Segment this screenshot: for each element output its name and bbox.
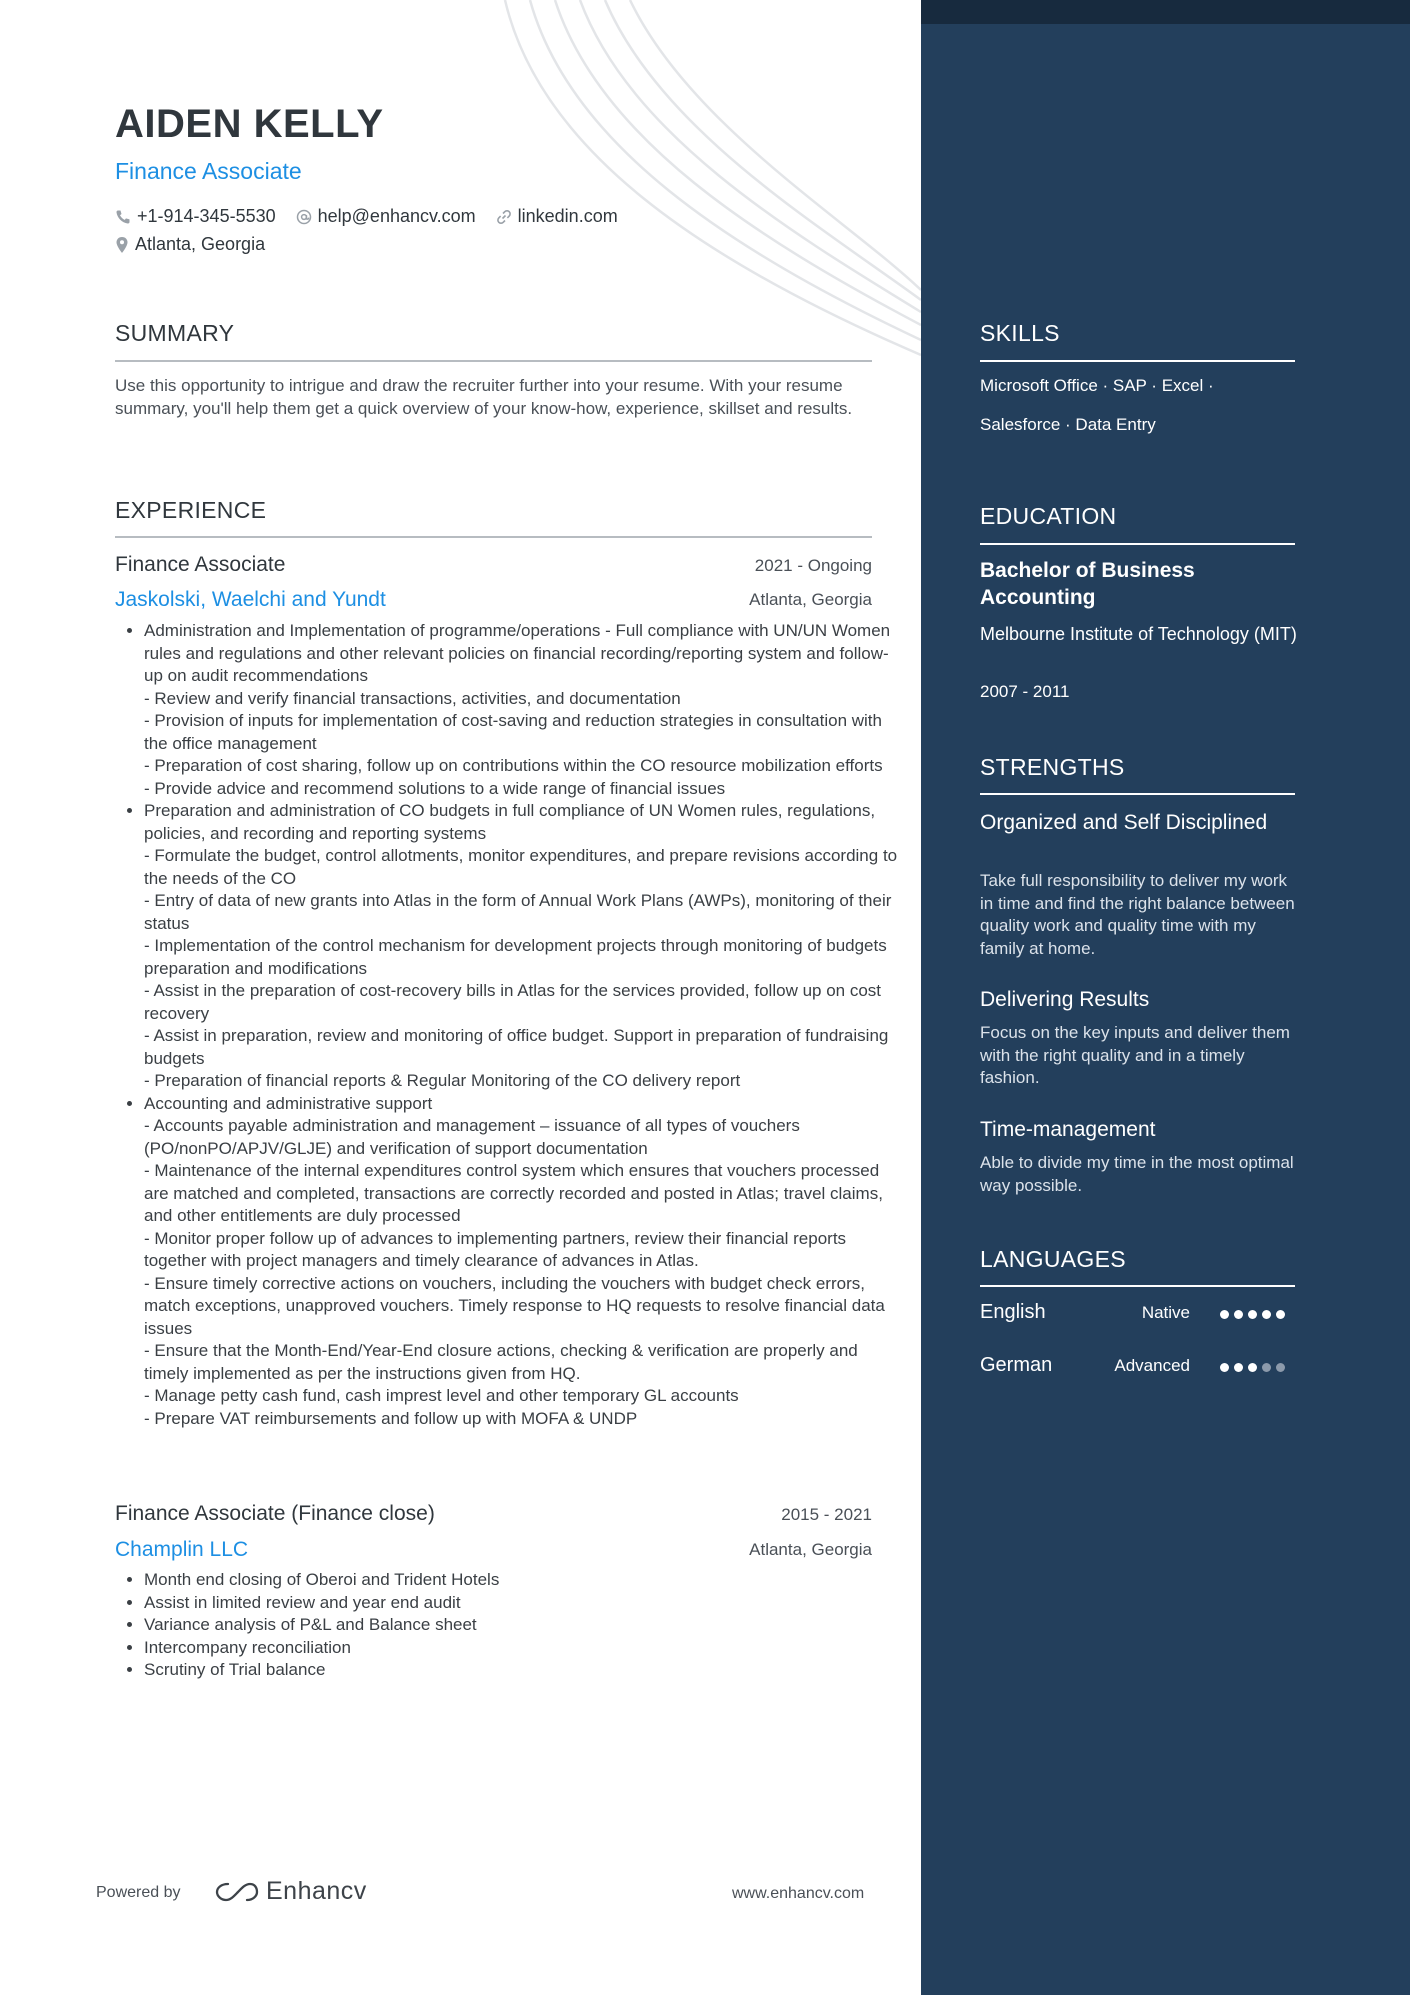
contact-row bbox=[115, 206, 638, 227]
list-item: • Scrutiny of Trial balance bbox=[144, 1659, 904, 1682]
languages-heading: LANGUAGES bbox=[980, 1246, 1126, 1272]
job-company[interactable]: Jaskolski, Waelchi and Yundt bbox=[115, 588, 386, 611]
location-text: Atlanta, Georgia bbox=[135, 234, 266, 254]
enhancv-logo[interactable] bbox=[214, 1877, 367, 1906]
job-dates: 2021 - Ongoing bbox=[754, 556, 872, 575]
list-item: • Variance analysis of P&L and Balance sheet bbox=[144, 1614, 904, 1637]
skills-divider bbox=[980, 360, 1295, 362]
summary-heading: SUMMARY bbox=[115, 320, 235, 346]
education-heading: EDUCATION bbox=[980, 503, 1117, 529]
language-name: English bbox=[980, 1301, 1046, 1323]
candidate-title: Finance Associate bbox=[115, 158, 302, 184]
language-rating bbox=[1220, 1363, 1290, 1372]
strength-title: Time-management bbox=[980, 1118, 1156, 1141]
location-pin-icon bbox=[115, 236, 129, 254]
powered-by-text: Powered by bbox=[96, 1884, 181, 1901]
rating-dot-filled bbox=[1262, 1310, 1271, 1319]
rating-dot-filled bbox=[1248, 1310, 1257, 1319]
strengths-heading: STRENGTHS bbox=[980, 754, 1125, 780]
language-level: Advanced bbox=[1114, 1356, 1190, 1375]
list-item: • Assist in limited review and year end audit bbox=[144, 1592, 904, 1615]
enhancv-logo-icon bbox=[214, 1880, 260, 1904]
strength-title: Organized and Self Disciplined bbox=[980, 811, 1268, 834]
strength-description: Focus on the key inputs and deliver them with the right quality and in a timely fashion. bbox=[980, 1023, 1290, 1087]
rating-dot-filled bbox=[1220, 1363, 1229, 1372]
rating-dot-filled bbox=[1234, 1310, 1243, 1319]
footer-url[interactable]: www.enhancv.com bbox=[732, 1885, 865, 1902]
language-level: Native bbox=[1141, 1303, 1190, 1322]
strengths-divider bbox=[980, 793, 1295, 795]
language-rating bbox=[1220, 1310, 1290, 1319]
strength-description: Able to divide my time in the most optimal way possible. bbox=[980, 1153, 1294, 1195]
email-text[interactable]: help@enhancv.com bbox=[317, 206, 476, 226]
language-name: German bbox=[980, 1354, 1053, 1376]
education-divider bbox=[980, 543, 1295, 545]
list-item: • Month end closing of Oberoi and Trident Hotels bbox=[144, 1569, 904, 1592]
phone-icon bbox=[115, 209, 131, 225]
job-title: Finance Associate bbox=[115, 553, 286, 576]
list-item: • Intercompany reconciliation bbox=[144, 1637, 904, 1660]
list-item: • Administration and Implementation of programme/operations - Full compliance with UN/UN Women rules and regulations and other relevant policies on financial recording/reporting system and follow-up on audit recommendations - Review and verify financial transactions, activities, and documentation - Provision of inputs for implementation of cost-saving and reduction strategies in consultation with the office management - Preparation of cost sharing, follow up on contributions within the CO resource mobilization efforts - Provide advice and recommend solutions to a wide range of financial issues bbox=[144, 620, 904, 800]
linkedin-text[interactable]: linkedin.com bbox=[517, 206, 618, 226]
job-location: Atlanta, Georgia bbox=[749, 590, 872, 609]
location-row bbox=[115, 234, 285, 255]
job-bullets bbox=[115, 1569, 904, 1682]
skills-line-1: Microsoft Office · SAP · Excel · bbox=[980, 376, 1214, 395]
enhancv-logo-text: Enhancv bbox=[266, 1877, 367, 1905]
sidebar-top-bar bbox=[921, 0, 1410, 24]
languages-divider bbox=[980, 1285, 1295, 1287]
strength-description: Take full responsibility to deliver my work in time and find the right balance between quality work and quality time with my family at home. bbox=[980, 871, 1295, 958]
at-icon bbox=[296, 209, 312, 225]
education-degree: Bachelor of Business Accounting bbox=[980, 559, 1195, 609]
summary-text: Use this opportunity to intrigue and draw the recruiter further into your resume. With your resume summary, you'll help them get a quick overview of your know-how, experience, skillset and results. bbox=[115, 376, 853, 418]
location-item bbox=[115, 234, 265, 255]
rating-dot-filled bbox=[1276, 1310, 1285, 1319]
list-item: • Preparation and administration of CO budgets in full compliance of UN Women rules, regulations, policies, and recording and reporting systems - Formulate the budget, control allotments, monitor expenditures, and prepare revisions according to the needs of the CO - Entry of data of new grants into Atlas in the form of Annual Work Plans (AWPs), monitoring of their status - Implementation of the control mechanism for development projects through monitoring of budgets preparation and modifications - Assist in the preparation of cost-recovery bills in Atlas for the services provided, follow up on cost recovery - Assist in preparation, review and monitoring of office budget. Support in preparation of fundraising budgets - Preparation of financial reports & Regular Monitoring of the CO delivery report bbox=[144, 800, 904, 1093]
experience-divider bbox=[115, 536, 872, 538]
phone-item bbox=[115, 206, 276, 227]
job-bullets bbox=[115, 620, 904, 1430]
job-title: Finance Associate (Finance close) bbox=[115, 1502, 435, 1525]
email-item bbox=[296, 206, 476, 227]
strength-title: Delivering Results bbox=[980, 988, 1150, 1011]
education-dates: 2007 - 2011 bbox=[980, 682, 1070, 701]
job-dates: 2015 - 2021 bbox=[781, 1505, 872, 1524]
link-icon bbox=[496, 209, 512, 225]
phone-text[interactable]: +1-914-345-5530 bbox=[137, 206, 276, 226]
linkedin-item bbox=[496, 206, 618, 227]
rating-dot-filled bbox=[1234, 1363, 1243, 1372]
experience-heading: EXPERIENCE bbox=[115, 497, 267, 523]
list-item: • Accounting and administrative support - Accounts payable administration and management – issuance of all types of vouchers (PO/nonPO/APJV/GLJE) and verification of support documentation - Maintenance of the internal expenditures control system which ensures that vouchers processed are matched and completed, transactions are correctly recorded and posted in Atlas; travel claims, and other entitlements are duly processed - Monitor proper follow up of advances to implementing partners, review their financial reports together with project managers and timely clearance of advances in Atlas. - Ensure timely corrective actions on vouchers, including the vouchers with budget check errors, match exceptions, unapproved vouchers. Timely response to HQ requests to resolve financial data issues - Ensure that the Month-End/Year-End closure actions, checking & verification are properly and timely implemented as per the instructions given from HQ. - Manage petty cash fund, cash imprest level and other temporary GL accounts - Prepare VAT reimbursements and follow up with MOFA & UNDP bbox=[144, 1093, 904, 1431]
rating-dot-filled bbox=[1220, 1310, 1229, 1319]
job-location: Atlanta, Georgia bbox=[749, 1540, 872, 1559]
rating-dot-empty bbox=[1262, 1363, 1271, 1372]
skills-heading: SKILLS bbox=[980, 320, 1060, 346]
rating-dot-empty bbox=[1276, 1363, 1285, 1372]
summary-divider bbox=[115, 360, 872, 362]
rating-dot-filled bbox=[1248, 1363, 1257, 1372]
skills-line-2: Salesforce · Data Entry bbox=[980, 415, 1156, 434]
candidate-name: AIDEN KELLY bbox=[115, 102, 384, 146]
job-company[interactable]: Champlin LLC bbox=[115, 1538, 249, 1561]
education-school: Melbourne Institute of Technology (MIT) bbox=[980, 624, 1297, 644]
